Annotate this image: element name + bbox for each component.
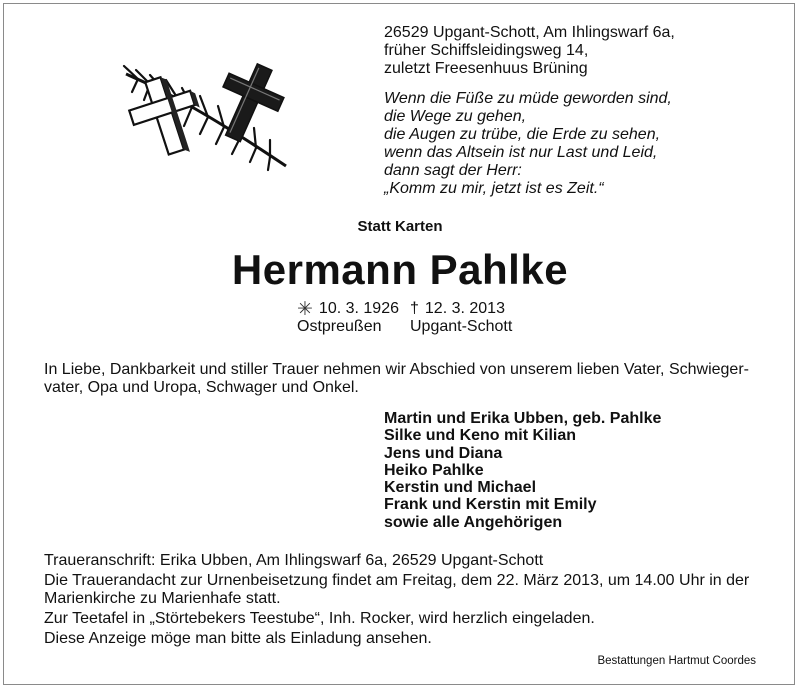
poem-line: die Wege zu gehen, bbox=[384, 108, 527, 125]
undertaker-credit: Bestattungen Hartmut Coordes bbox=[597, 655, 756, 667]
mourner-entry: Frank und Kerstin mit Emily bbox=[384, 496, 597, 514]
mourner-entry: Jens und Diana bbox=[384, 444, 503, 462]
death-info bbox=[410, 300, 512, 336]
poem-line: die Augen zu trübe, die Erde zu sehen, bbox=[384, 126, 661, 143]
memorial-poem bbox=[384, 90, 672, 198]
death-place: Upgant-Schott bbox=[410, 318, 513, 335]
birth-info bbox=[297, 300, 399, 336]
address-line: zuletzt Freesenhuus Brüning bbox=[384, 60, 588, 77]
mourner-entry: Heiko Pahlke bbox=[384, 461, 484, 479]
poem-line: dann sagt der Herr: bbox=[384, 162, 522, 179]
birth-star-icon: ✳ bbox=[297, 299, 313, 320]
birth-place: Ostpreußen bbox=[297, 318, 382, 335]
cross-palm-icon bbox=[118, 62, 308, 180]
poem-line: Wenn die Füße zu müde geworden sind, bbox=[384, 90, 672, 107]
tea-invitation: Zur Teetafel in „Störtebekers Teestube“, Inh. Rocker, wird herzlich eingeladen. bbox=[44, 610, 595, 627]
invitation-note: Diese Anzeige möge man bitte als Einladung ansehen. bbox=[44, 630, 432, 647]
deceased-name: Hermann Pahlke bbox=[231, 246, 569, 293]
mourning-address: Traueranschrift: Erika Ubben, Am Ihlingswarf 6a, 26529 Upgant-Schott bbox=[44, 552, 544, 569]
service-details: Die Trauerandacht zur Urnenbeisetzung findet am Freitag, dem 22. März 2013, um 14.00 Uhr in der Marienkirche zu Marienhafe statt. bbox=[44, 572, 750, 607]
mourner-entry: sowie alle Angehörigen bbox=[384, 513, 563, 531]
birth-date: 10. 3. 1926 bbox=[318, 300, 399, 317]
residence-address bbox=[384, 24, 675, 78]
poem-line: wenn das Altsein ist nur Last und Leid, bbox=[384, 144, 658, 161]
death-date: 12. 3. 2013 bbox=[424, 300, 505, 317]
statt-karten-heading: Statt Karten bbox=[357, 218, 443, 235]
mourner-entry: Martin und Erika Ubben, geb. Pahlke bbox=[384, 410, 662, 427]
farewell-text: In Liebe, Dankbarkeit und stiller Trauer nehmen wir Abschied von unserem lieben Vater, Schwiegervater, Opa und Uropa, Schwager und Onkel. bbox=[44, 361, 749, 396]
address-line: 26529 Upgant-Schott, Am Ihlingswarf 6a, bbox=[384, 24, 675, 41]
death-cross-icon: † bbox=[410, 300, 419, 317]
mourner-entry: Kerstin und Michael bbox=[384, 479, 537, 497]
mourner-entry: Silke und Keno mit Kilian bbox=[384, 427, 577, 445]
address-line: früher Schiffsleidingsweg 14, bbox=[384, 42, 589, 59]
mourners-list bbox=[384, 410, 661, 531]
notice-footer bbox=[44, 552, 764, 650]
poem-line: „Komm zu mir, jetzt ist es Zeit.“ bbox=[384, 180, 604, 197]
